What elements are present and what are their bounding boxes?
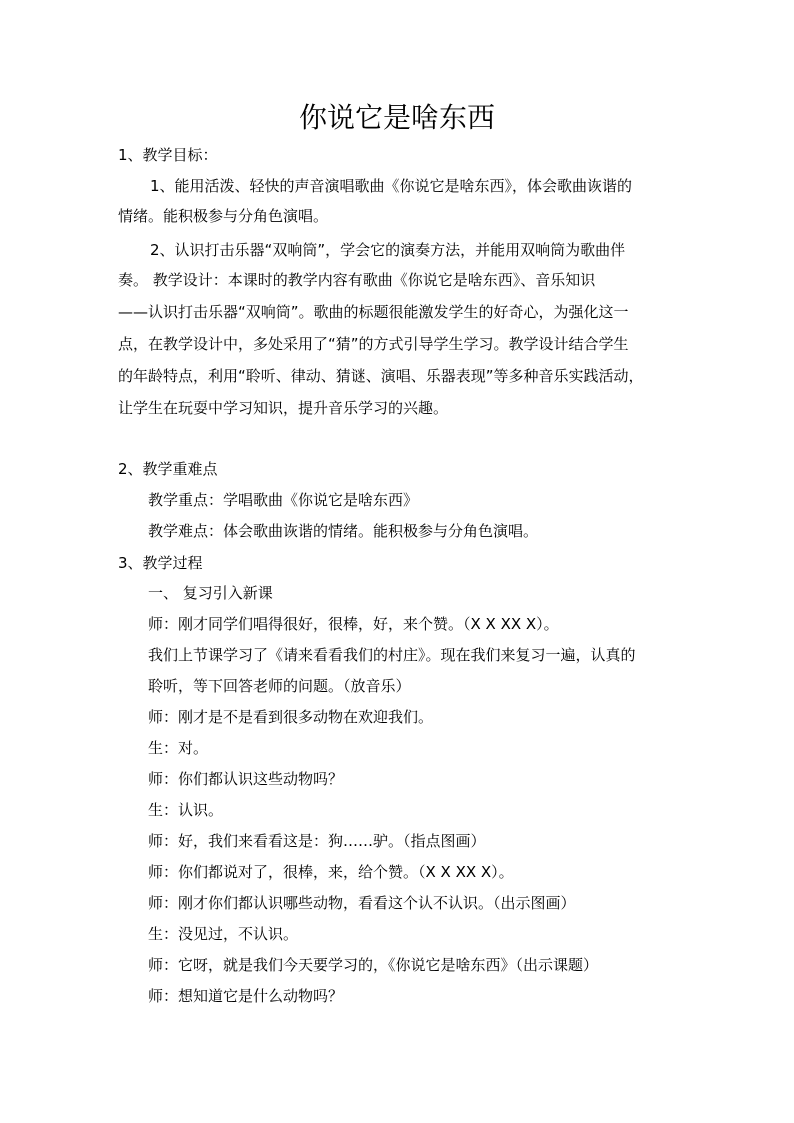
dialogue-line: 师：你们都认识这些动物吗？ — [148, 770, 344, 788]
objective-1-line-2: 情绪。能积极参与分角色演唱。 — [118, 207, 329, 225]
dialogue-line: 聆听，等下回答老师的问题。（放音乐） — [148, 677, 411, 695]
key-point-line: 教学重点：学唱歌曲《你说它是啥东西》 — [148, 491, 419, 509]
dialogue-line: 师：好，我们来看看这是：狗……驴。（指点图画） — [148, 832, 486, 850]
dialogue-line: 师：想知道它是什么动物吗？ — [148, 987, 344, 1005]
section-heading-key-points: 2、教学重难点 — [118, 460, 218, 478]
dialogue-line: 师：刚才是不是看到很多动物在欢迎我们。 — [148, 708, 434, 726]
section-heading-objectives: 1、教学目标： — [118, 146, 218, 164]
dialogue-line: 我们上节课学习了《请来看看我们的村庄》。现在我们来复习一遍，认真的 — [148, 646, 636, 664]
design-paragraph-line-2: 点，在教学设计中，多处采用了“猜”的方式引导学生学习。教学设计结合学生 — [118, 335, 629, 353]
dialogue-line: 师：你们都说对了，很棒，来，给个赞。（X X XX X）。 — [148, 863, 514, 881]
design-paragraph-line-1: ——认识打击乐器“双响筒”。歌曲的标题很能激发学生的好奇心，为强化这一 — [118, 303, 629, 321]
dialogue-line: 师：刚才同学们唱得很好，很棒，好，来个赞。（X X XX X）。 — [148, 615, 559, 633]
dialogue-line: 师：刚才你们都认识哪些动物，看看这个认不认识。（出示图画） — [148, 894, 576, 912]
difficulty-line: 教学难点：体会歌曲诙谐的情绪。能积极参与分角色演唱。 — [148, 522, 539, 540]
design-paragraph-line-3: 的年龄特点，利用“聆听、律动、猜谜、演唱、乐器表现”等多种音乐实践活动， — [118, 367, 644, 385]
dialogue-line: 生：对。 — [148, 739, 209, 757]
objective-2-line-1: 2、认识打击乐器“双响筒”，学会它的演奏方法，并能用双响筒为歌曲伴 — [150, 241, 626, 259]
section-heading-process: 3、教学过程 — [118, 554, 203, 572]
dialogue-line: 生：没见过，不认识。 — [148, 925, 299, 943]
dialogue-line: 师：它呀，就是我们今天要学习的，《你说它是啥东西》（出示课题） — [148, 956, 599, 974]
process-step-heading: 一、 复习引入新课 — [148, 584, 273, 602]
objective-2-line-2: 奏。 教学设计：本课时的教学内容有歌曲《你说它是啥东西》、音乐知识 — [118, 271, 596, 289]
design-paragraph-line-4: 让学生在玩耍中学习知识，提升音乐学习的兴趣。 — [118, 399, 449, 417]
dialogue-line: 生：认识。 — [148, 801, 224, 819]
objective-1-line-1: 1、能用活泼、轻快的声音演唱歌曲《你说它是啥东西》，体会歌曲诙谐的 — [150, 177, 633, 195]
document-title: 你说它是啥东西 — [298, 101, 495, 134]
